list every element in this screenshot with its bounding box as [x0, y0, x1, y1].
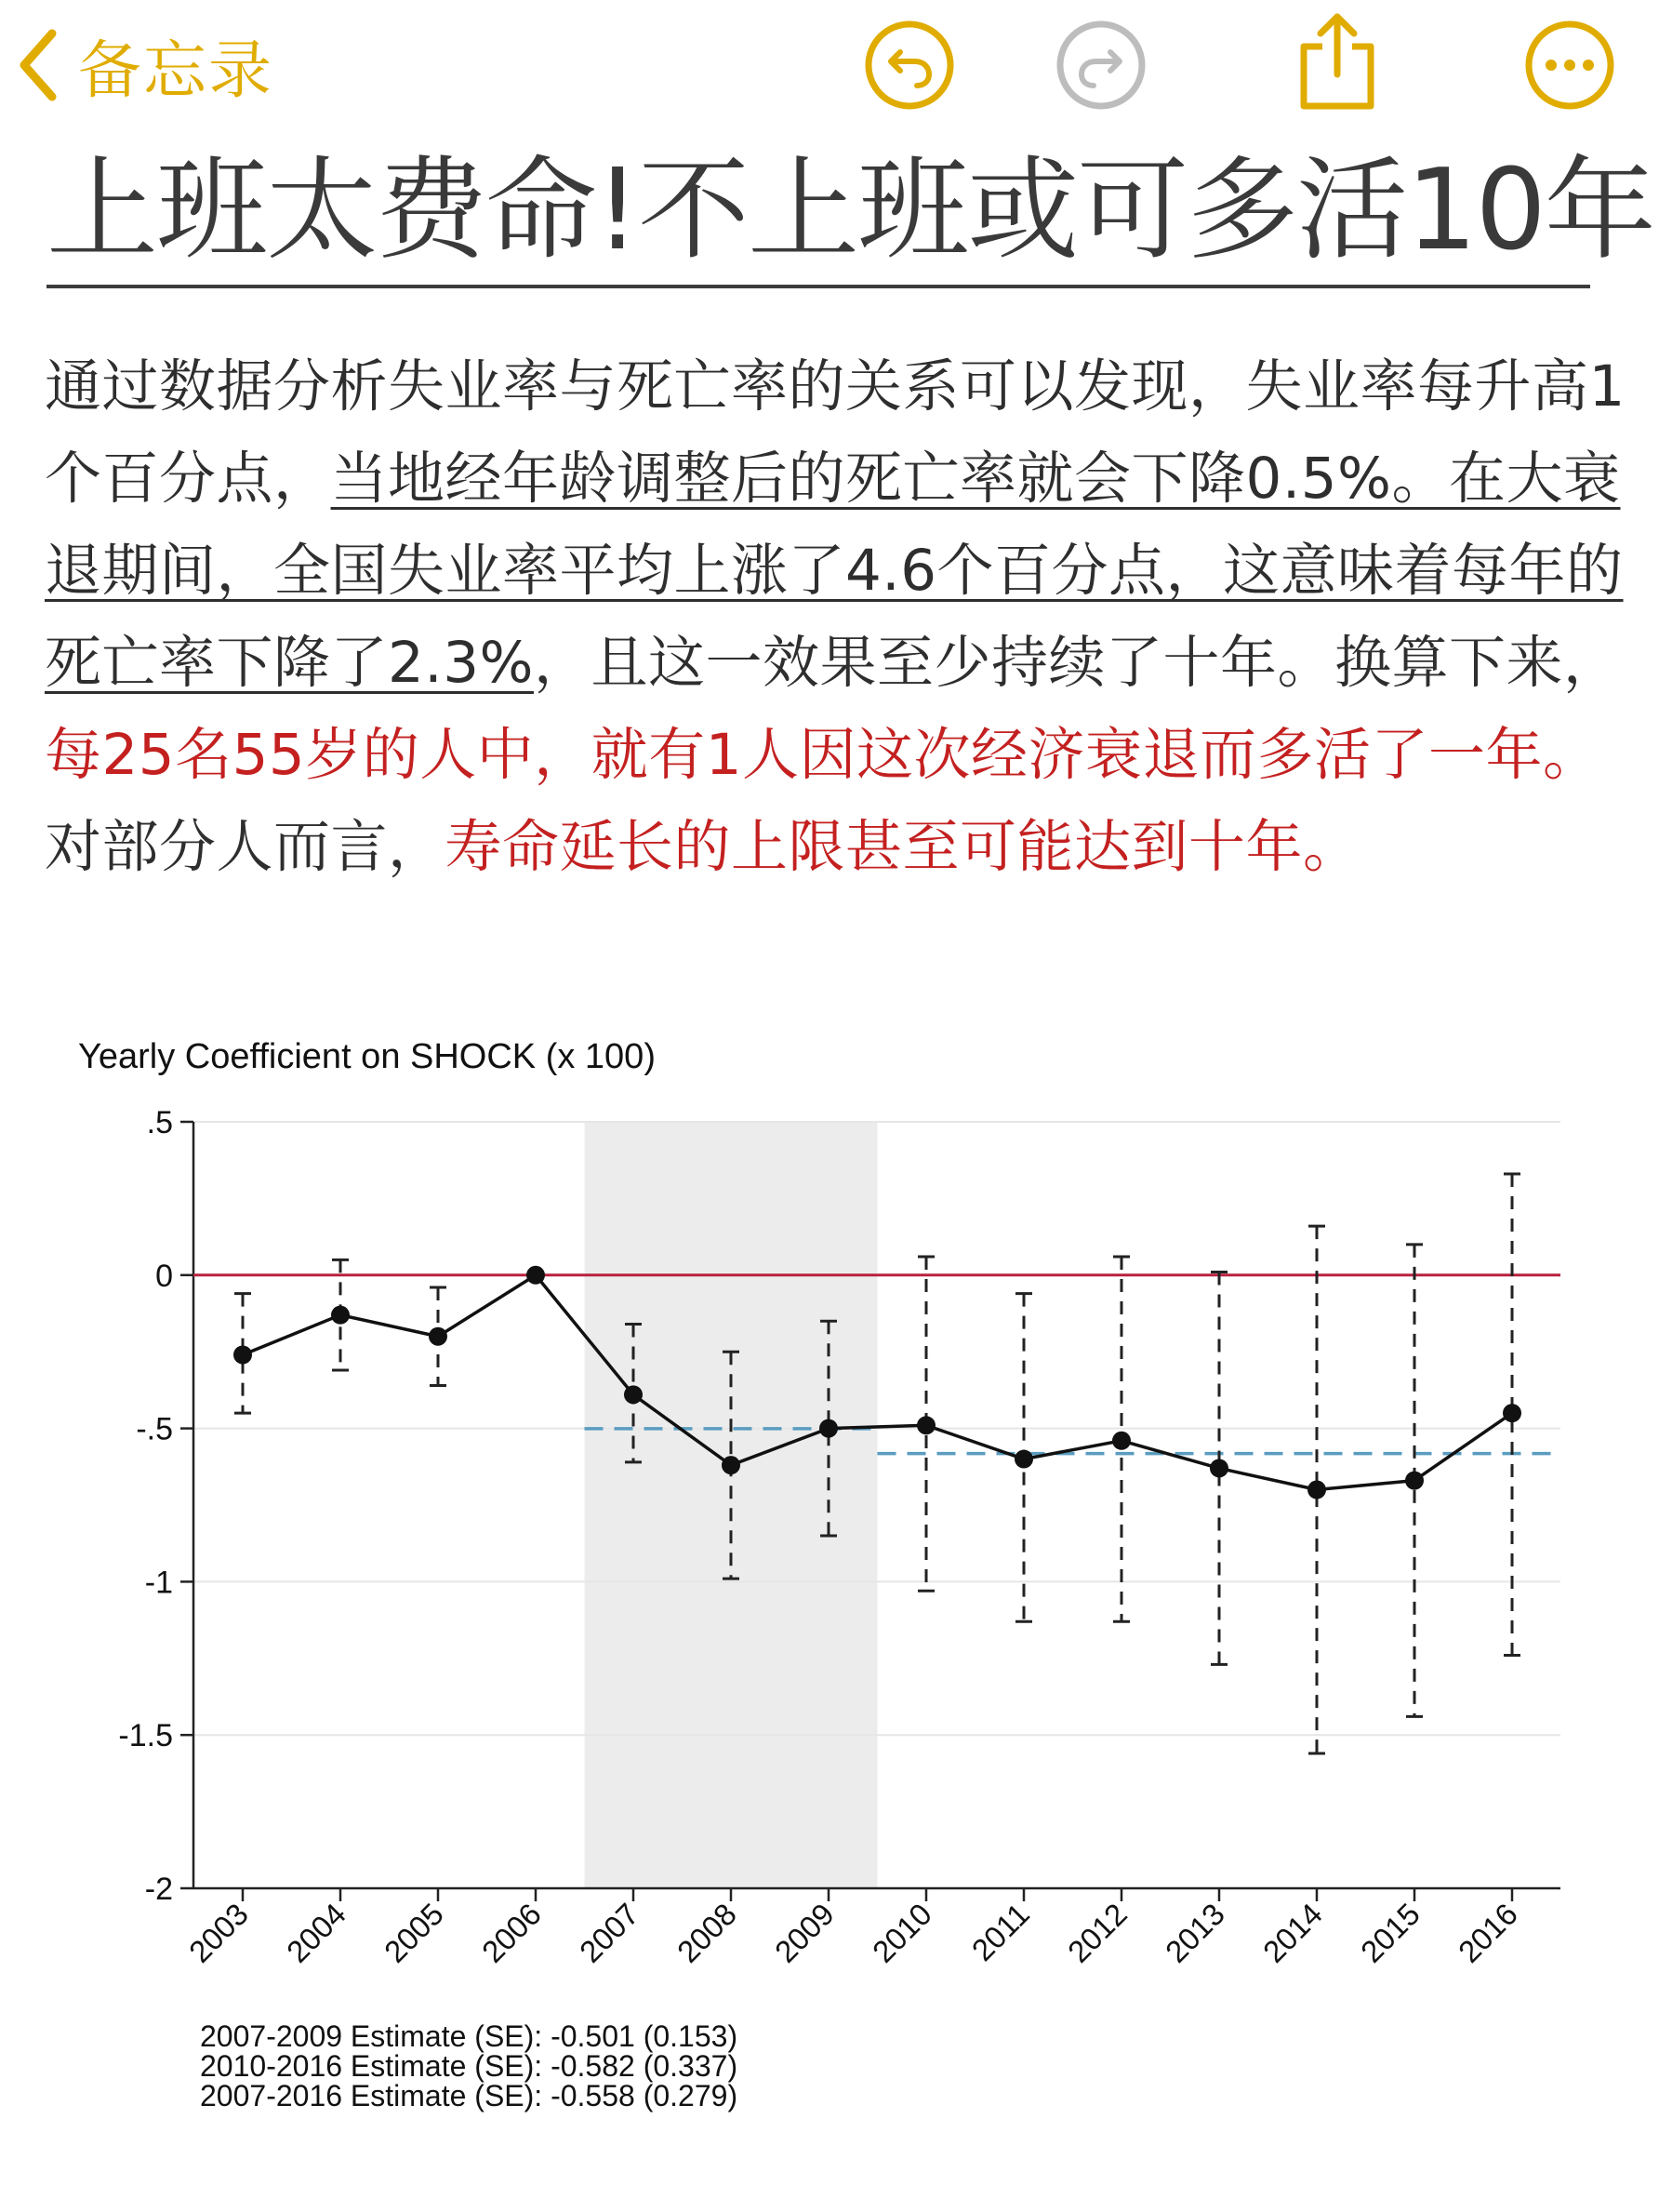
x-tick-label: 2016 — [1451, 1896, 1524, 1969]
data-point — [526, 1266, 545, 1285]
data-point — [1405, 1472, 1424, 1490]
paragraph-text-3: 对部分人而言， — [45, 814, 445, 880]
paragraph-highlight-1: 每25名55岁的人中，就有1人因这次经济衰退而多活了一年。 — [45, 722, 1600, 788]
undo-icon[interactable] — [863, 19, 956, 112]
share-icon[interactable] — [1293, 9, 1382, 112]
estimate-note: 2007-2009 Estimate (SE): -0.501 (0.153) — [200, 2019, 738, 2053]
top-bar — [0, 0, 1659, 130]
x-tick-label: 2003 — [181, 1896, 255, 1969]
x-tick-label: 2009 — [767, 1896, 841, 1969]
more-icon[interactable] — [1523, 19, 1616, 112]
x-tick-label: 2012 — [1060, 1896, 1134, 1969]
y-tick-label: -.5 — [136, 1411, 173, 1447]
x-tick-label: 2005 — [377, 1896, 450, 1969]
data-point — [1307, 1481, 1326, 1499]
data-point — [331, 1306, 350, 1325]
y-tick-label: 0 — [155, 1258, 173, 1294]
chart-title: Yearly Coefficient on SHOCK (x 100) — [78, 1037, 656, 1076]
data-point — [429, 1327, 447, 1346]
chevron-left-icon — [17, 28, 60, 102]
recession-shade — [585, 1122, 878, 1888]
y-tick-label: .5 — [146, 1105, 173, 1140]
x-tick-label: 2014 — [1255, 1896, 1329, 1969]
x-tick-label: 2006 — [474, 1896, 548, 1969]
estimate-note: 2010-2016 Estimate (SE): -0.582 (0.337) — [200, 2049, 738, 2083]
data-point — [624, 1385, 643, 1404]
data-point — [722, 1456, 740, 1474]
estimate-note: 2007-2016 Estimate (SE): -0.558 (0.279) — [200, 2079, 738, 2112]
data-point — [917, 1416, 936, 1434]
back-button[interactable] — [17, 20, 273, 110]
data-point — [1503, 1404, 1521, 1422]
paragraph-text-1: 通过数据分析失业率与死亡率的关系可以发现，失业率每升高1个百分点， — [45, 353, 1626, 512]
x-tick-label: 2011 — [964, 1896, 1036, 1968]
data-point — [1112, 1432, 1131, 1450]
chart-image — [46, 1023, 1627, 2167]
note-title: 上班太费命!不上班或可多活10年 — [46, 146, 1654, 275]
paragraph-text-2: ，且这一效果至少持续了十年。换算下来， — [533, 630, 1621, 696]
x-tick-label: 2015 — [1353, 1896, 1427, 1969]
redo-icon[interactable] — [1055, 19, 1148, 112]
x-tick-label: 2013 — [1158, 1896, 1231, 1969]
y-tick-label: -1 — [144, 1565, 173, 1601]
title-underline — [46, 285, 1590, 288]
coefficient-chart — [46, 1023, 1627, 2167]
x-tick-label: 2004 — [279, 1896, 352, 1969]
data-point — [233, 1345, 252, 1364]
note-paragraph — [45, 340, 1626, 893]
x-tick-label: 2007 — [572, 1896, 645, 1969]
x-tick-label: 2010 — [865, 1896, 938, 1969]
data-point — [819, 1419, 838, 1438]
x-tick-label: 2008 — [670, 1896, 743, 1969]
y-tick-label: -1.5 — [118, 1718, 173, 1754]
back-label: 备忘录 — [78, 33, 274, 108]
data-point — [1210, 1459, 1228, 1477]
data-point — [1015, 1450, 1033, 1469]
paragraph-highlight-2: 寿命延长的上限甚至可能达到十年。 — [445, 814, 1360, 880]
paragraph-underlined-text: 当地经年龄调整后的死亡率就会下降0.5%。在大衰退期间，全国失业率平均上涨了4.6个百分点，这意味着每年的死亡率下降了2.3% — [45, 446, 1624, 696]
y-tick-label: -2 — [144, 1872, 173, 1907]
